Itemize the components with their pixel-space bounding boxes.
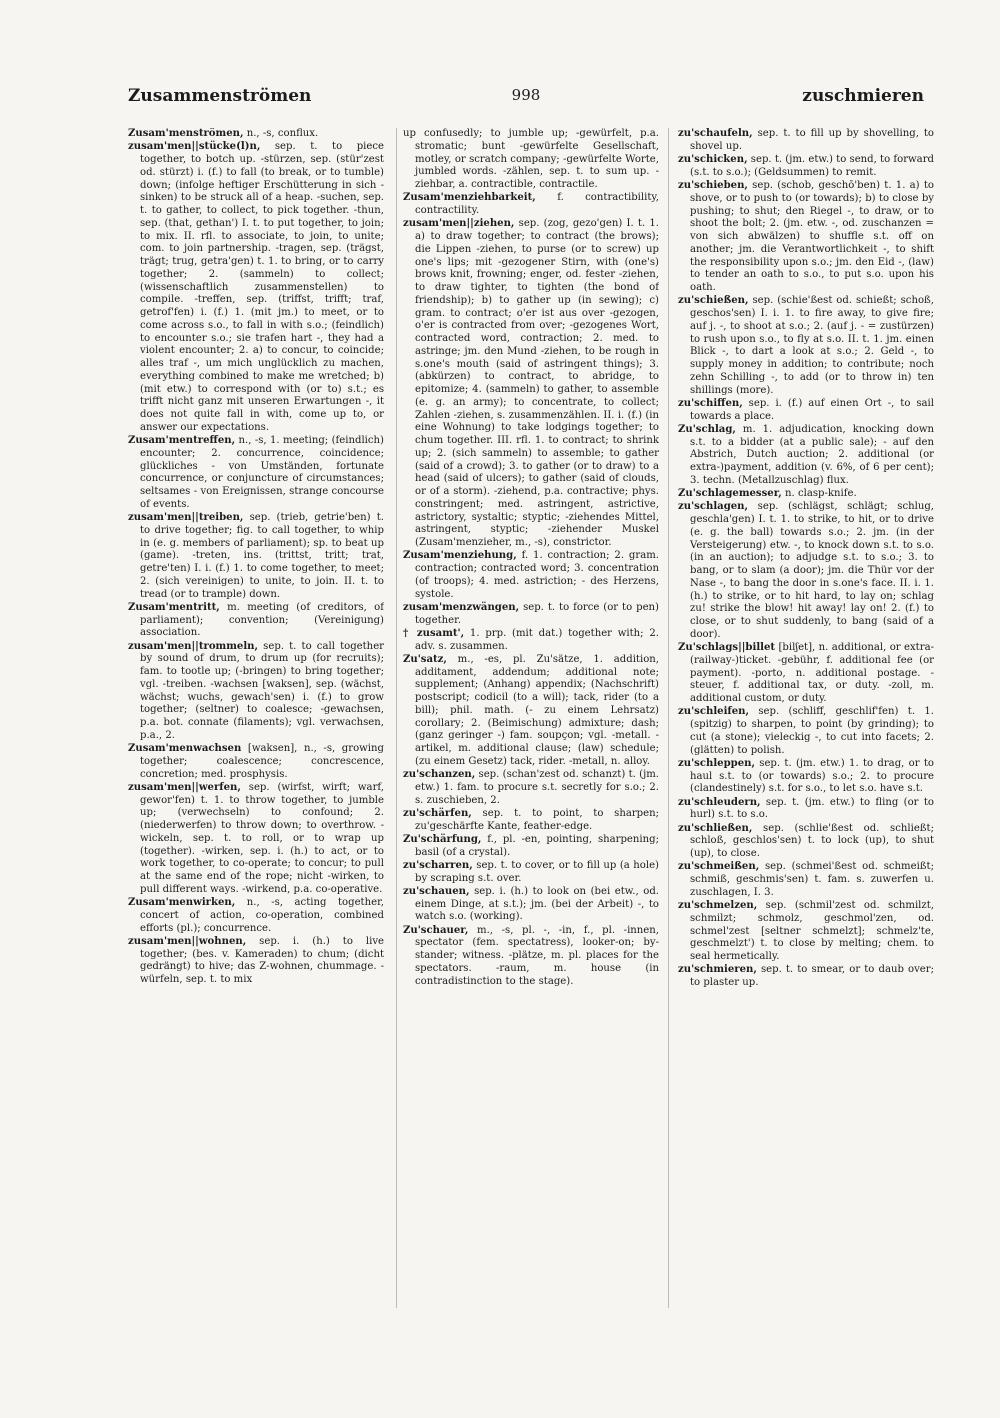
entry-headword: zu'schlagen, — [678, 501, 749, 513]
column-divider — [668, 128, 669, 1308]
dictionary-entry — [128, 512, 384, 601]
dictionary-entry — [403, 886, 659, 924]
dictionary-entry — [678, 154, 934, 180]
dictionary-entry — [678, 128, 934, 154]
dictionary-entry — [128, 897, 384, 935]
entry-headword: Zusam'menströmen, — [128, 128, 244, 139]
dictionary-entry — [403, 602, 659, 628]
entry-headword: Zusam'menziehung, — [403, 550, 517, 562]
entry-definition: sep. (schan'zest od. schanzt) t. (jm. etw.) 1. fam. to procure s.t. secretly for s.o.; 2. s. zuschieben, 2. — [415, 769, 659, 806]
entry-definition: sep. (trieb, getrie'ben) t. to drive together; fig. to call together, to whip in (e. g. members of parliament); sp. to beat up (game). -treten, ins. (trittst, tritt; trat, getre'ten) I. i. (f.) 1. to come together, to meet; 2. (sich vereinigen) to unite, to join. II. t. to tread (or to trample) down. — [140, 512, 384, 600]
column-2 — [403, 128, 659, 1358]
entry-definition: n. clasp-knife. — [781, 488, 857, 499]
entry-definition: sep. t. (jm. etw.) to send, to forward (s.t. to s.o.); (Geldsummen) to remit. — [690, 154, 934, 178]
entry-definition: sep. t. to point, to sharpen; zu'geschärfte Kante, feather-edge. — [415, 807, 659, 832]
entry-definition: sep. i. (f.) auf einen Ort -, to sail towards a place. — [690, 397, 934, 422]
entry-headword: zu'schärfen, — [403, 807, 472, 819]
entry-definition: sep. t. (jm. etw.) to fling (or to hurl) s.t. to s.o. — [690, 796, 934, 821]
entry-definition: m., -es, pl. Zu'sätze, 1. addition, additament, addendum; additional note; supplement; (Anhang) appendix; (Nachschrift) postscript; codicil (to a will); tack, rider (to a bill); phil. math. (- zu einem Lehrsatz) corollary; 2. (Beimischung) admixture; dash; (ganz geringer -) fam. soupçon; vgl. -metall. -artikel, m. additional clause; (law) schedule; (zu einem Gesetz) tack, rider. -metall, n. alloy. — [415, 653, 659, 767]
entry-headword: zu'schanzen, — [403, 769, 476, 780]
entry-headword: Zusam'mentritt, — [128, 601, 220, 613]
entry-headword: zu'schaufeln, — [678, 128, 753, 139]
entry-headword: Zu'schauer, — [403, 924, 469, 936]
entry-definition: sep. t. to smear, or to daub over; to plaster up. — [690, 964, 934, 988]
column-3 — [678, 128, 934, 1358]
dictionary-entry — [678, 797, 934, 823]
header-last-word: zuschmieren — [802, 86, 924, 106]
dictionary-entry — [678, 642, 934, 706]
entry-headword: zu'schleifen, — [678, 706, 750, 718]
dictionary-entry — [128, 128, 384, 141]
entry-definition: n., -s, acting together, concert of action, co-operation, combined efforts (pl.); concurrence. — [140, 897, 384, 934]
entry-headword: Zu'schärfung, — [403, 833, 482, 845]
dictionary-entry — [678, 501, 934, 641]
dictionary-entry — [403, 769, 659, 807]
entry-definition: sep. t. to fill up by shovelling, to shovel up. — [690, 128, 934, 152]
dictionary-entry — [128, 743, 384, 781]
entry-definition: 1. prp. (mit dat.) together with; 2. adv. s. zusammen. — [415, 627, 659, 652]
entry-headword: zusam'men||ziehen, — [403, 218, 515, 230]
dictionary-entry — [403, 192, 659, 218]
entry-definition: sep. i. (h.) to look on (bei etw., od. einem Dinge, at s.t.); jm. (bei der Arbeit) -, to watch s.o. (working). — [415, 885, 659, 923]
entry-headword: zusam'men||trommeln, — [128, 640, 259, 652]
entry-definition: n., -s, conflux. — [243, 128, 319, 139]
entry-headword: † zusamt', — [403, 627, 465, 639]
dictionary-entry — [678, 488, 934, 501]
dictionary-entry — [128, 936, 384, 987]
entry-definition: m., -s, pl. -, -in, f., pl. -innen, spectator (fem. spectatress), looker-on; by-stander; witness. -plätze, m. pl. places for the spectators. -raum, m. house (in contradistinction to the stage). — [415, 924, 659, 987]
entry-definition: sep. (schlie'ßest od. schließt; schloß, geschlos'sen) t. to lock (up), to shut (up), to close. — [690, 822, 934, 859]
dictionary-entry — [403, 860, 659, 886]
dictionary-entry — [403, 654, 659, 769]
dictionary-entry — [678, 823, 934, 861]
entry-definition: m. meeting (of creditors, of parliament); convention; (Vereinigung) association. — [140, 601, 384, 639]
entry-definition: sep. t. to cover, or to fill up (a hole) by scraping s.t. over. — [415, 859, 659, 884]
entry-definition: sep. (schlägst, schlägt; schlug, geschla'gen) I. t. 1. to strike, to hit, or to drive (e. g. the ball) towards s.o.; 2. jm. (in der Versteigerung) etw. -, to knock down s.t. to s.o. (in an auction); to adjudge s.t. to s.o.; 3. to bang, or to slam (a door); jm. die Thür vor der Nase -, to bang the door in s.one's face. II. i. 1. (h.) to strike, or to hit hard, to lay on; schlag zu! strike the blow! hit away! lay on! 2. (f.) to close, or to shut suddenly, to bang (said of a door). — [690, 501, 934, 640]
entry-headword: Zusam'menwirken, — [128, 897, 236, 908]
dictionary-entry — [403, 550, 659, 601]
entry-headword: zu'schauen, — [403, 885, 470, 897]
entry-headword: zu'schmieren, — [678, 964, 757, 976]
dictionary-entry — [128, 141, 384, 434]
entry-definition: sep. t. to piece together, to botch up. -stürzen, sep. (stür'zest od. stürzt) i. (f.) to fall (to break, or to tumble) down; (infolge heftiger Erschütterung in sich -sinken) to be struck all of a heap. -suchen, sep. t. to gather, to collect, to pick together. -thun, sep. (that, gethan') I. t. to put together, to join; to mix. II. rfl. to associate, to join, to unite; com. to join partnership. -tragen, sep. (trägst, trägt; trug, getra'gen) t. 1. to bring, or to carry together; 2. (sammeln) to collect; (wissenschaftlich zusammenstellen) to compile. -treffen, sep. (triffst, trifft; traf, getrof'fen) i. (f.) 1. (mit jm.) to meet, or to come across s.o., to fall in with s.o.; (feindlich) to encounter s.o.; sie trafen hart -, they had a violent encounter; 2. a) to concur, to coincide; alles traf -, um mich unglücklich zu machen, everything combined to make me wretched; b) (mit etw.) to correspond with (or to) s.t.; es trifft nicht ganz mit unseren Erwartungen -, it does not quite fall in with, come up to, or answer our expectations. — [140, 141, 384, 433]
entry-headword: zu'schmelzen, — [678, 900, 758, 911]
dictionary-entry — [678, 180, 934, 295]
dictionary-entry — [128, 782, 384, 897]
entry-headword: zu'schließen, — [678, 822, 753, 834]
dictionary-entry — [403, 218, 659, 550]
dictionary-entry — [403, 808, 659, 834]
entry-definition: f. contractibility, contractility. — [415, 192, 659, 216]
entry-headword: zusam'men||wohnen, — [128, 935, 247, 947]
column-divider — [396, 128, 397, 1308]
dictionary-entry — [403, 628, 659, 654]
running-header — [128, 86, 924, 112]
dictionary-entry — [678, 398, 934, 424]
entry-headword: zu'schleppen, — [678, 757, 755, 769]
entry-definition: sep. (schmil'zest od. schmilzt, schmilzt; schmolz, geschmol'zen, od. schmel'zest [seltner schmelzt]; schmelz'te, geschmelzt') t. to close by melting; chem. to seal hermetically. — [690, 900, 934, 962]
entry-definition: sep. (wirfst, wirft; warf, gewor'fen) t. 1. to throw together, to jumble up; (verwechseln) to confound; 2. (niederwerfen) to throw down; to overthrow. -wickeln, sep. t. to roll, or to wrap up (together). -wirken, sep. i. (h.) to act, or to work together, to co-operate; to concur; to pull at the same end of the rope; nicht -wirken, to pull different ways. -wirkend, p.a. co-operative. — [140, 781, 384, 895]
entry-headword: zu'schiffen, — [678, 397, 743, 409]
entry-headword: Zu'schlags||billet — [678, 642, 776, 653]
dictionary-entry — [128, 602, 384, 640]
entry-definition: sep. i. (h.) to live together; (bes. v. Kameraden) to chum; (dicht gedrängt) to hive; das Z-wohnen, chummage. -würfeln, sep. t. to mix — [140, 935, 384, 985]
entry-headword: zusam'men||treiben, — [128, 512, 244, 523]
entry-definition: sep. t. to force (or to pen) together. — [415, 601, 659, 626]
dictionary-entry — [403, 834, 659, 860]
entry-headword: zu'schmeißen, — [678, 861, 760, 873]
entry-definition: sep. (schmei'ßest od. schmeißt; schmiß, geschmis'sen) t. fam. s. zuwerfen u. zuschlagen, I. 3. — [690, 861, 934, 898]
entry-headword: zu'schleudern, — [678, 796, 761, 808]
entry-definition: sep. t. (jm. etw.) 1. to drag, or to haul s.t. to (or towards) s.o.; 2. to procure (clandestinely) s.t. for s.o., to let s.o. have s.t. — [690, 757, 934, 795]
header-first-word: Zusammenströmen — [128, 86, 312, 106]
page-number: 998 — [511, 86, 541, 104]
entry-definition: sep. (schie'ßest od. schießt; schoß, geschos'sen) I. i. 1. to fire away, to give fire; auf j. -, to shoot at s.o.; 2. (auf j. - = zustürzen) to rush upon s.o., to fly at s.o. II. t. 1. jm. einen Blick -, to dart a look at s.o.; 2. Geld -, to supply money in addition; to contribute; noch zehn Schilling -, to add (or to throw in) ten shillings (more). — [690, 295, 934, 396]
dictionary-entry — [678, 900, 934, 964]
entry-headword: Zusam'menwachsen — [128, 743, 242, 754]
entry-headword: zu'schieben, — [678, 180, 748, 191]
entry-definition: f., pl. -en, pointing, sharpening; basil (of a crystal). — [415, 833, 659, 858]
entry-headword: zusam'menzwängen, — [403, 601, 520, 613]
entry-headword: Zusam'mentreffen, — [128, 435, 236, 446]
entry-definition: [waksen], n., -s, growing together; coalescence; concrescence, concretion; med. prosphysis. — [140, 743, 384, 780]
entry-headword: zu'scharren, — [403, 859, 473, 871]
dictionary-entry — [678, 706, 934, 757]
entry-definition: n., -s, 1. meeting; (feindlich) encounter; 2. concurrence, coincidence; glückliches - von Umständen, fortunate concurrence, or conjuncture of circumstances; seltsames - von Ereignissen, strange concourse of events. — [140, 435, 384, 510]
entry-definition: sep. (schob, geschō'ben) t. 1. a) to shove, or to push to (or towards); b) to close by pushing; to shut; den Riegel -, to draw, or to shoot the bolt; 2. (jm. etw. -, od. zuschanzen = von sich abwälzen) to shuffle s.t. off on another; jm. die Verantwortlichkeit -, to shift the responsibility upon s.o.; jm. den Eid -, (law) to tender an oath to s.o., to put s.o. upon his oath. — [690, 180, 934, 293]
entry-definition: m. 1. adjudication, knocking down s.t. to a bidder (at a public sale); - auf den Abstrich, Dutch auction; 2. additional (or extra-)payment, addition (v. 6%, of 6 per cent); 3. techn. (Metallzuschlag) flux. — [690, 423, 934, 486]
dictionary-entry — [128, 435, 384, 512]
entry-headword: Zusam'menziehbarkeit, — [403, 192, 536, 204]
dictionary-entry — [128, 641, 384, 743]
entry-definition: sep. t. to call together by sound of drum, to drum up (for recruits); fam. to tootle up; (-bringen) to bring together; vgl. -treiben. -wachsen [waksen], sep. (wächst, wächst; wuchs, gewach'sen) i. (f.) to grow together; (seltner) to coalesce; -gewachsen, p.a. bot. connate (filaments); vgl. verwachsen, p.a., 2. — [140, 640, 384, 741]
dictionary-entry — [678, 424, 934, 488]
dictionary-entry — [678, 964, 934, 990]
entry-definition: sep. (schliff, geschlif'fen) t. 1. (spitzig) to sharpen, to point (by grinding); to cut (a stone); vieleckig -, to cut into facets; 2. (glätten) to polish. — [690, 706, 934, 756]
entry-definition: f. 1. contraction; 2. gram. contraction; contracted word; 3. concentration (of troops); 4. med. astriction; - des Herzens, systole. — [415, 550, 659, 600]
entry-headword: Zu'schlag, — [678, 423, 736, 435]
dictionary-entry — [403, 128, 659, 192]
entry-headword: zusam'men||werfen, — [128, 781, 241, 793]
dictionary-entry — [403, 925, 659, 989]
entry-headword: zu'schießen, — [678, 295, 749, 307]
entry-headword: zusam'men||stücke(l)n, — [128, 141, 261, 153]
entry-definition: up confusedly; to jumble up; -gewürfelt, p.a. stromatic; bunt -gewürfelte Gesellschaft, motley, or scratch company; -gewürfelte Worte, jumbled words. -zählen, sep. t. to sum up. -ziehbar, a. contractible, contractile. — [403, 128, 659, 190]
dictionary-entry — [678, 758, 934, 796]
dictionary-entry — [678, 295, 934, 397]
entry-headword: Zu'satz, — [403, 653, 447, 665]
entry-headword: Zu'schlagemesser, — [678, 488, 782, 499]
dictionary-entry — [678, 861, 934, 899]
entry-headword: zu'schicken, — [678, 154, 748, 165]
column-1 — [128, 128, 384, 1358]
entry-definition: [bilʃet], n. additional, or extra-(railway-)ticket. -gebühr, f. additional fee (or payment). -porto, n. additional postage. -steuer, f. additional tax, or duty. -zoll, m. additional custom, or duty. — [690, 642, 934, 704]
entry-definition: sep. (zog, gezo'gen) I. t. 1. a) to draw together; to contract (the brows); die Lippen -ziehen, to purse (or to screw) up one's lips; mit -gezogener Stirn, with (one's) brows knit, frowning; enger, od. fester -ziehen, to draw tighter, to tighten (the bond of friendship); b) to gather up (in sewing); c) gram. to contract; o'er ist aus over -gezogen, o'er is contracted from over; -gezogenes Wort, contracted word, contraction; 2. med. to astringe; jm. den Mund -ziehen, to be rough in s.one's mouth (said of astringent things); 3. (abkürzen) to contract, to abridge, to epitomize; 4. (sammeln) to gather, to assemble (e. g. an army); to concentrate, to collect; Zahlen -ziehen, s. zusammenzählen. II. i. (f.) (in eine Wohnung) to take lodgings together; to chum together. III. rfl. 1. to contract; to shrink up; 2. (sich sammeln) to assemble; to gather (said of a crowd); 3. to gather (or to draw) to a head (said of ulcers); to gather (said of clouds, or of a storm). -ziehend, p.a. contractive; phys. constringent; med. astringent, astrictive, astrictory, systaltic; styptic; -ziehendes Mittel, astringent, styptic; -ziehender Muskel (Zusam'menzieher, m., -s), constrictor. — [415, 218, 659, 548]
